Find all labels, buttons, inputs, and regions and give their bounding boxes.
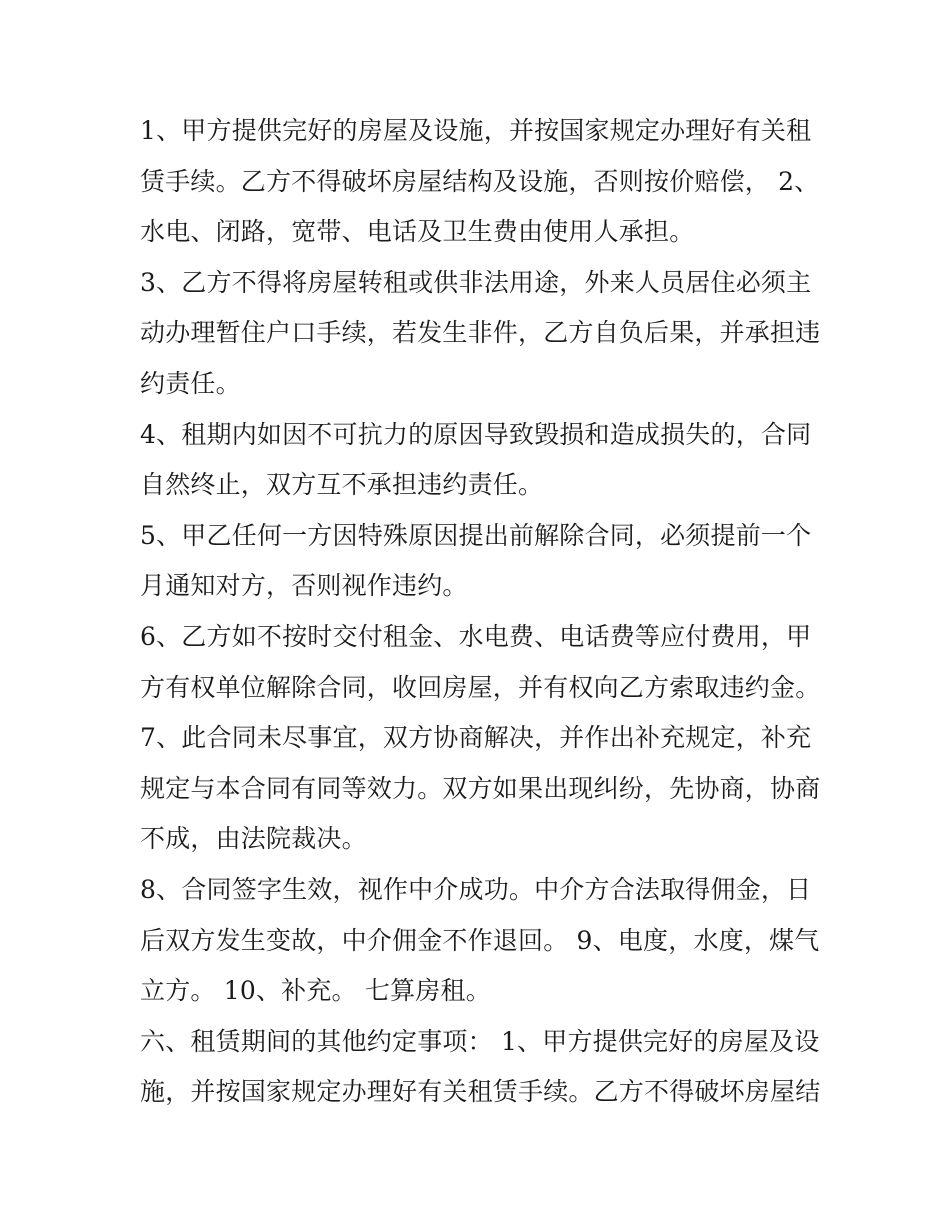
- text-line: 不成，由法院裁决。: [140, 824, 367, 854]
- text-line: 方有权单位解除合同，收回房屋，并有权向乙方索取违约金。: [140, 672, 821, 702]
- text-line: 约责任。: [140, 368, 241, 398]
- text-line: 月通知对方，否则视作违约。: [140, 571, 468, 601]
- text-line: 自然终止，双方互不承担违约责任。: [140, 470, 544, 500]
- text-line: 5、甲乙任何一方因特殊原因提出前解除合同，必须提前一个: [140, 520, 812, 550]
- text-line: 六、租赁期间的其他约定事项： 1、甲方提供完好的房屋及设: [140, 1026, 820, 1056]
- text-line: 后双方发生变故，中介佣金不作退回。 9、电度，水度，煤气: [140, 925, 820, 955]
- text-line: 4、租期内如因不可抗力的原因导致毁损和造成损失的，合同: [140, 419, 812, 449]
- text-line: 动办理暂住户口手续，若发生非件，乙方自负后果，并承担违: [140, 318, 821, 348]
- text-line: 7、此合同未尽事宜，双方协商解决，并作出补充规定，补充: [140, 723, 812, 753]
- text-line: 规定与本合同有同等效力。双方如果出现纠纷，先协商，协商: [140, 773, 821, 803]
- text-line: 水电、闭路，宽带、电话及卫生费由使用人承担。: [140, 217, 695, 247]
- text-line: 赁手续。乙方不得破坏房屋结构及设施，否则按价赔偿， 2、: [140, 166, 820, 196]
- text-line: 8、合同签字生效，视作中介成功。中介方合法取得佣金，日: [140, 874, 812, 904]
- text-line: 1、甲方提供完好的房屋及设施，并按国家规定办理好有关租: [140, 116, 812, 145]
- text-line: 6、乙方如不按时交付租金、水电费、电话费等应付费用，甲: [140, 621, 812, 651]
- text-line: 施，并按国家规定办理好有关租赁手续。乙方不得破坏房屋结: [140, 1077, 821, 1107]
- text-line: 3、乙方不得将房屋转租或供非法用途，外来人员居住必须主: [140, 267, 812, 297]
- document-body: [140, 106, 820, 1118]
- text-line: 立方。 10、补充。 七算房租。: [140, 976, 491, 1006]
